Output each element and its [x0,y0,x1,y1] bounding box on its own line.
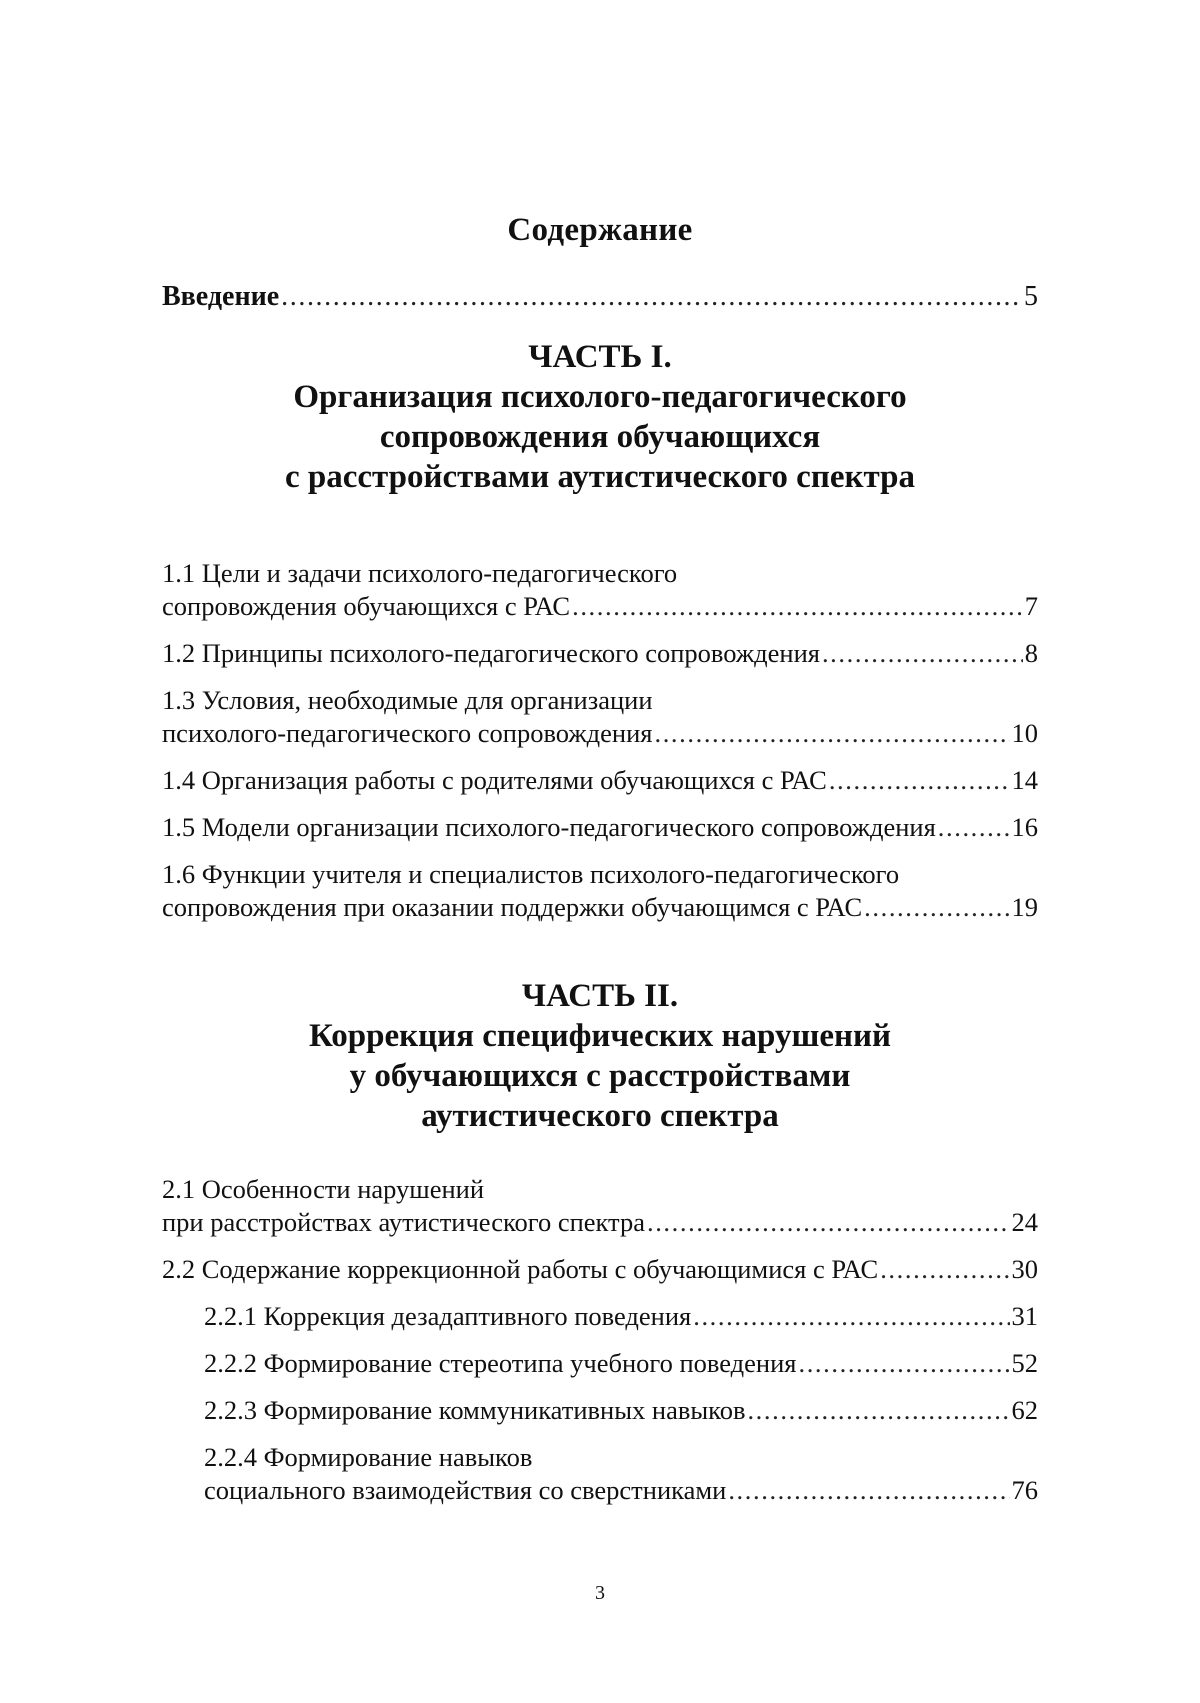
toc-page-number: 24 [1011,1207,1038,1237]
dot-leader [747,1394,1009,1427]
part-heading-line: с расстройствами аутистического спектра [285,459,915,495]
dot-leader [798,1347,1009,1380]
toc-entry-2-2-2[interactable] [162,1347,1038,1380]
part-1-entries [162,557,1038,924]
toc-page-number: 31 [1011,1301,1038,1331]
toc-entry-label: 1.4 Организация работы с родителями обучающихся с РАС [162,765,827,795]
toc-page-number: 14 [1011,765,1038,795]
toc-page-number: 19 [1011,892,1038,922]
toc-entry-2-1[interactable] [162,1173,1038,1239]
part-2-entries [162,1173,1038,1507]
toc-entry-label: 1.6 Функции учителя и специалистов психолого-педагогического [162,859,900,889]
dot-leader [829,764,1010,797]
toc-entry-1-3[interactable] [162,684,1038,750]
toc-entry-label: сопровождения обучающихся с РАС [162,591,571,621]
part-heading-line: Коррекция специфических нарушений [308,1018,892,1054]
part-label: ЧАСТЬ I. [528,339,672,375]
toc-entry-label: при расстройствах аутистического спектра [162,1207,645,1237]
toc-entry-introduction[interactable] [162,281,1038,313]
toc-entry-2-2-4[interactable] [162,1441,1038,1507]
toc-page-number: 76 [1011,1475,1038,1505]
toc-entry-2-2[interactable] [162,1253,1038,1286]
part-heading-line: у обучающихся с расстройствами [349,1058,851,1094]
toc-entry-label: 1.5 Модели организации психолого-педагогического сопровождения [162,812,936,842]
dot-leader [654,717,1009,750]
toc-entry-label: 2.2.2 Формирование стереотипа учебного поведения [204,1348,797,1378]
toc-entry-label: 2.2.4 Формирование навыков [204,1442,533,1472]
toc-page-number: 10 [1011,718,1038,748]
toc-entry-label: 1.1 Цели и задачи психолого-педагогического [162,558,678,588]
toc-entry-label: 2.2.1 Коррекция дезадаптивного поведения [204,1301,692,1331]
dot-leader [822,637,1023,670]
toc-entry-1-4[interactable] [162,764,1038,797]
part-heading-line: аутистического спектра [421,1098,779,1134]
toc-entry-label: 2.2.3 Формирование коммуникативных навыков [204,1395,746,1425]
toc-entry-label: психолого-педагогического сопровождения [162,718,653,748]
toc-entry-1-6[interactable] [162,858,1038,924]
dot-leader [938,811,1010,844]
part-2-heading [162,976,1038,1136]
toc-entry-label: 2.1 Особенности нарушений [162,1174,485,1204]
part-heading-line: Организация психолого-педагогического [293,379,907,415]
dot-leader [281,281,1022,313]
toc-entry-label: Введение [162,281,280,312]
dot-leader [864,891,1009,924]
dot-leader [880,1253,1009,1286]
toc-page-number: 52 [1011,1348,1038,1378]
dot-leader [572,590,1023,623]
toc-page-number: 30 [1011,1254,1038,1284]
dot-leader [647,1206,1010,1239]
toc-entry-label: социального взаимодействия со сверстниками [204,1475,727,1505]
toc-page-number: 5 [1024,281,1038,312]
part-label: ЧАСТЬ II. [521,978,679,1014]
toc-entry-label: 1.2 Принципы психолого-педагогического сопровождения [162,638,820,668]
toc-page-number: 7 [1024,591,1038,621]
toc-entry-label: 1.3 Условия, необходимые для организации [162,685,653,715]
toc-page-number: 62 [1011,1395,1038,1425]
toc-entry-1-5[interactable] [162,811,1038,844]
toc-page-number: 16 [1011,812,1038,842]
toc-entry-2-2-1[interactable] [162,1300,1038,1333]
part-1-heading [162,337,1038,497]
toc-entry-1-2[interactable] [162,637,1038,670]
toc-entry-2-2-3[interactable] [162,1394,1038,1427]
dot-leader [728,1474,1009,1507]
part-heading-line: сопровождения обучающихся [379,419,821,455]
toc-entry-1-1[interactable] [162,557,1038,623]
toc-entry-label: сопровождения при оказании поддержки обучающимся с РАС [162,892,863,922]
page-number: 3 [595,1582,605,1604]
toc-title: Содержание [507,212,693,248]
toc-entry-label: 2.2 Содержание коррекционной работы с обучающимися с РАС [162,1254,879,1284]
toc-page-number: 8 [1024,638,1038,668]
dot-leader [693,1300,1009,1333]
